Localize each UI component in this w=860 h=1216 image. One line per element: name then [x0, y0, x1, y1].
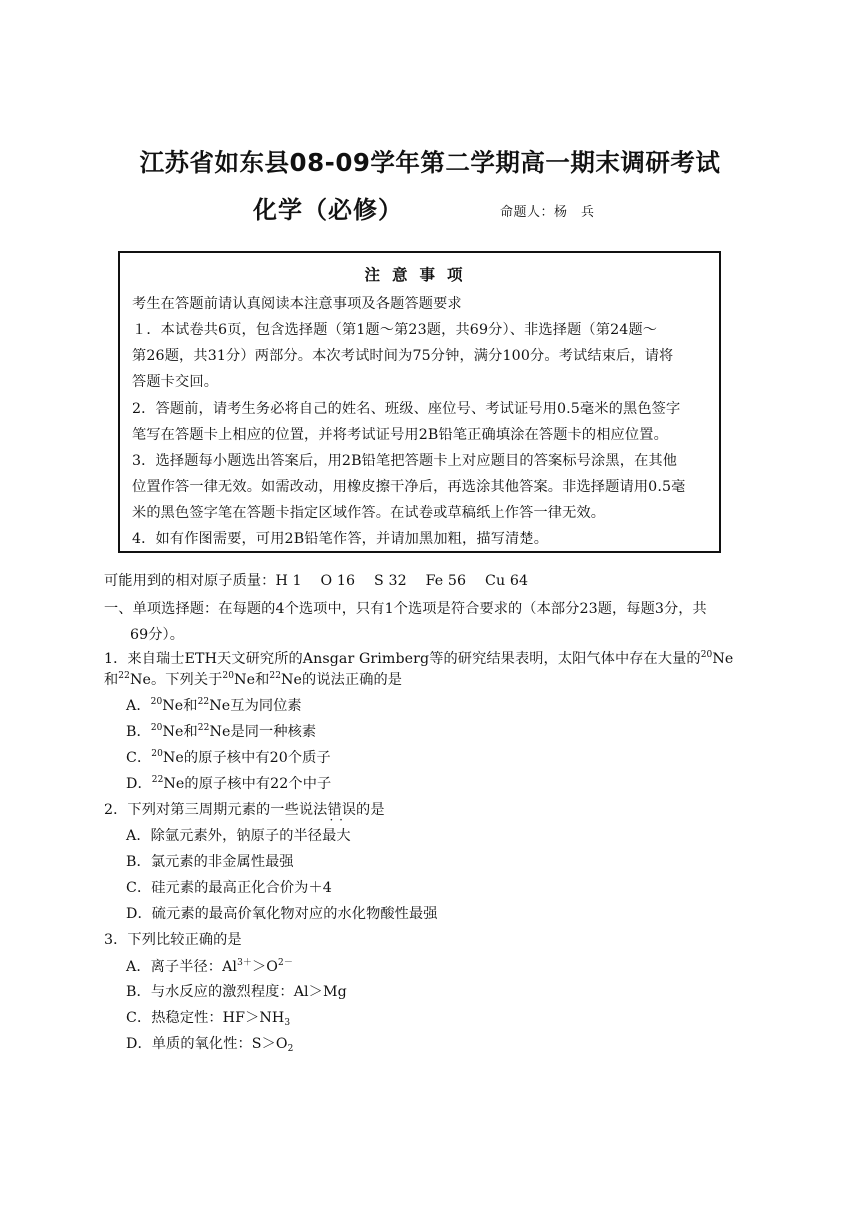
q2-option-b: B．氯元素的非金属性最强	[126, 854, 294, 870]
mass-number: 20	[150, 723, 163, 733]
option-text: C．热稳定性：HF＞NH	[126, 1010, 285, 1026]
option-text: Ne和	[162, 698, 198, 714]
q2-stem	[104, 799, 385, 819]
atomic-mass-values: H 1 O 16 S 32 Fe 56 Cu 64	[275, 573, 529, 589]
q3-stem: 3．下列比较正确的是	[104, 932, 242, 948]
mass-number: 20	[700, 650, 713, 660]
q1-stem-text: 1．来自瑞士ETH天文研究所的Ansgar Grimberg等的研究结果表明，太阳气体中存在大量的	[104, 651, 701, 667]
q2-stem-text: 的是	[356, 802, 385, 818]
option-letter: B．	[126, 724, 151, 740]
subscript: 2	[287, 1044, 294, 1054]
q1-stem-line1	[104, 648, 733, 668]
notice-line: 3．选择题每小题选出答案后，用2B铅笔把答题卡上对应题目的答案标号涂黑，在其他	[132, 453, 678, 469]
notice-line: 第26题，共31分）两部分。本次考试时间为75分钟，满分100分。考试结束后，请将	[132, 348, 674, 364]
element-symbol: Ne	[712, 651, 734, 667]
q1-option-a	[126, 695, 302, 715]
option-text: A．离子半径：Al	[126, 959, 238, 975]
notice-line: １．本试卷共6页，包含选择题（第1题～第23题，共69分）、非选择题（第24题～	[132, 322, 658, 338]
mass-number: 22	[269, 671, 282, 681]
q2-option-d: D．硫元素的最高价氧化物对应的水化物酸性最强	[126, 906, 438, 922]
notice-line: 笔写在答题卡上相应的位置，并将考试证号用2B铅笔正确填涂在答题卡的相应位置。	[132, 427, 668, 443]
notice-line: 米的黑色签字笔在答题卡指定区域作答。在试卷或草稿纸上作答一律无效。	[132, 505, 606, 521]
subscript: 3	[284, 1018, 291, 1028]
option-text: D．单质的氧化性：S＞O	[126, 1036, 288, 1052]
atomic-mass-label: 可能用到的相对原子质量：	[104, 573, 276, 589]
q3-option-a	[126, 955, 293, 976]
section-heading-cont: 69分）。	[130, 627, 185, 643]
q1-stem-text: Ne和	[234, 672, 270, 688]
q1-option-c	[126, 747, 331, 767]
option-letter: A．	[126, 698, 151, 714]
notice-title: 注意事项	[364, 266, 475, 284]
section-heading: 一、单项选择题：在每题的4个选项中，只有1个选项是符合要求的（本部分23题，每题3分，共	[104, 601, 707, 617]
q3-option-d	[126, 1033, 293, 1054]
q1-stem-line2	[104, 669, 402, 689]
ion-charge: 3＋	[237, 958, 252, 968]
mass-number: 20	[222, 671, 235, 681]
mass-number: 22	[151, 775, 164, 785]
mass-number: 20	[150, 697, 163, 707]
q1-option-b	[126, 721, 316, 741]
notice-line: 2．答题前，请考生务必将自己的姓名、班级、座位号、考试证号用0.5毫米的黑色签字	[132, 401, 681, 417]
atomic-mass-line	[104, 570, 528, 590]
notice-line: 答题卡交回。	[132, 374, 219, 390]
q2-stem-text: 2．下列对第三周期元素的一些说法	[104, 802, 328, 818]
option-letter: D．	[126, 776, 152, 792]
emphasis-word: 错误 · ·	[327, 802, 356, 818]
option-text: Ne的原子核中有20个质子	[162, 750, 331, 766]
mass-number: 20	[151, 749, 163, 759]
subject-title: 化学（必修）	[253, 196, 403, 224]
mass-number: 22	[118, 671, 130, 681]
option-text: Ne的原子核中有22个中子	[163, 776, 332, 792]
notice-line: 4．如有作图需要，可用2B铅笔作答，并请加黑加粗，描写清楚。	[132, 531, 549, 547]
option-text: ＞O	[252, 959, 279, 975]
q1-stem-text: 和	[104, 672, 119, 688]
ion-charge: 2－	[278, 958, 293, 968]
q2-option-c: C．硅元素的最高正化合价为＋4	[126, 880, 332, 896]
option-text: Ne是同一种核素	[209, 724, 317, 740]
q3-option-b: B．与水反应的激烈程度：Al＞Mg	[126, 984, 347, 1000]
q1-option-d	[126, 773, 331, 793]
mass-number: 22	[197, 697, 210, 707]
option-letter: C．	[126, 750, 152, 766]
q1-stem-text: Ne。下列关于	[129, 672, 223, 688]
option-text: Ne和	[162, 724, 198, 740]
q1-stem-text: Ne的说法正确的是	[281, 672, 403, 688]
notice-line: 位置作答一律无效。如需改动，用橡皮擦干净后，再选涂其他答案。非选择题请用0.5毫	[132, 479, 686, 495]
author-label: 命题人：杨 兵	[500, 205, 595, 220]
notice-intro: 考生在答题前请认真阅读本注意事项及各题答题要求	[132, 296, 462, 312]
mass-number: 22	[197, 723, 210, 733]
option-text: Ne互为同位素	[209, 698, 302, 714]
exam-title: 江苏省如东县08-09学年第二学期高一期末调研考试	[139, 148, 721, 177]
notice-box	[118, 251, 721, 553]
q2-option-a: A．除氩元素外，钠原子的半径最大	[126, 828, 351, 844]
q3-option-c	[126, 1007, 290, 1028]
